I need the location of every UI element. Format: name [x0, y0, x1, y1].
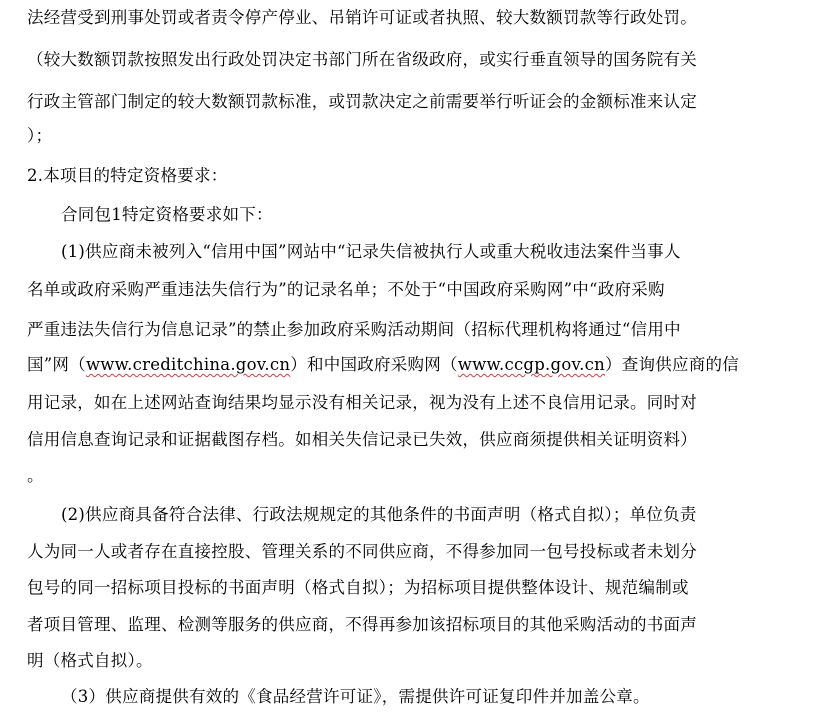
paragraph-line-1: 法经营受到刑事处罚或者责令停产停业、吊销许可证或者执照、较大数额罚款等行政处罚。	[27, 8, 697, 27]
line-10-prefix: 国”网（	[27, 355, 86, 374]
paragraph-line-16: 包号的同一招标项目投标的书面声明（格式自拟）；为招标项目提供整体设计、规范编制或	[27, 578, 689, 597]
creditchina-url: www.creditchina.gov.cn	[85, 355, 291, 374]
paragraph-line-7: (1)供应商未被列入“信用中国”网站中“记录失信被执行人或重大税收违法案件当事人	[61, 242, 681, 261]
paragraph-line-4: ）；	[27, 126, 53, 145]
paragraph-line-13: 。	[27, 466, 44, 485]
paragraph-line-10	[27, 355, 739, 375]
paragraph-line-19: （3）供应商提供有效的《食品经营许可证》，需提供许可证复印件并加盖公章。	[61, 687, 650, 706]
ccgp-url: www.ccgp.gov.cn	[457, 355, 606, 374]
paragraph-line-15: 人为同一人或者存在直接控股、管理关系的不同供应商，不得参加同一包号投标或者未划分	[27, 542, 697, 561]
paragraph-line-12: 信用信息查询记录和证据截图存档。如相关失信记录已失效，供应商须提供相关证明资料）	[27, 430, 697, 449]
paragraph-line-2: （较大数额罚款按照发出行政处罚决定书部门所在省级政府，或实行垂直领导的国务院有关	[27, 50, 697, 69]
paragraph-line-8: 名单或政府采购严重违法失信行为”的记录名单；不处于“中国政府采购网”中“政府采购	[27, 280, 665, 299]
line-10-middle: ）和中国政府采购网（	[290, 355, 458, 374]
paragraph-line-11: 用记录，如在上述网站查询结果均显示没有相关记录，视为没有上述不良信用记录。同时对	[27, 393, 697, 412]
line-10-suffix: ）查询供应商的信	[605, 355, 740, 374]
paragraph-line-9: 严重违法失信行为信息记录”的禁止参加政府采购活动期间（招标代理机构将通过“信用中	[27, 320, 681, 339]
paragraph-line-17: 者项目管理、监理、检测等服务的供应商，不得再参加该招标项目的其他采购活动的书面声	[27, 615, 697, 634]
subsection-heading: 合同包1特定资格要求如下：	[61, 205, 273, 224]
section-heading: 2.本项目的特定资格要求：	[27, 166, 228, 185]
paragraph-line-18: 明（格式自拟）。	[27, 651, 153, 670]
paragraph-line-3: 行政主管部门制定的较大数额罚款标准，或罚款决定之前需要举行听证会的金额标准来认定	[27, 92, 697, 111]
paragraph-line-14: (2)供应商具备符合法律、行政法规规定的其他条件的书面声明（格式自拟）；单位负责	[61, 505, 697, 524]
